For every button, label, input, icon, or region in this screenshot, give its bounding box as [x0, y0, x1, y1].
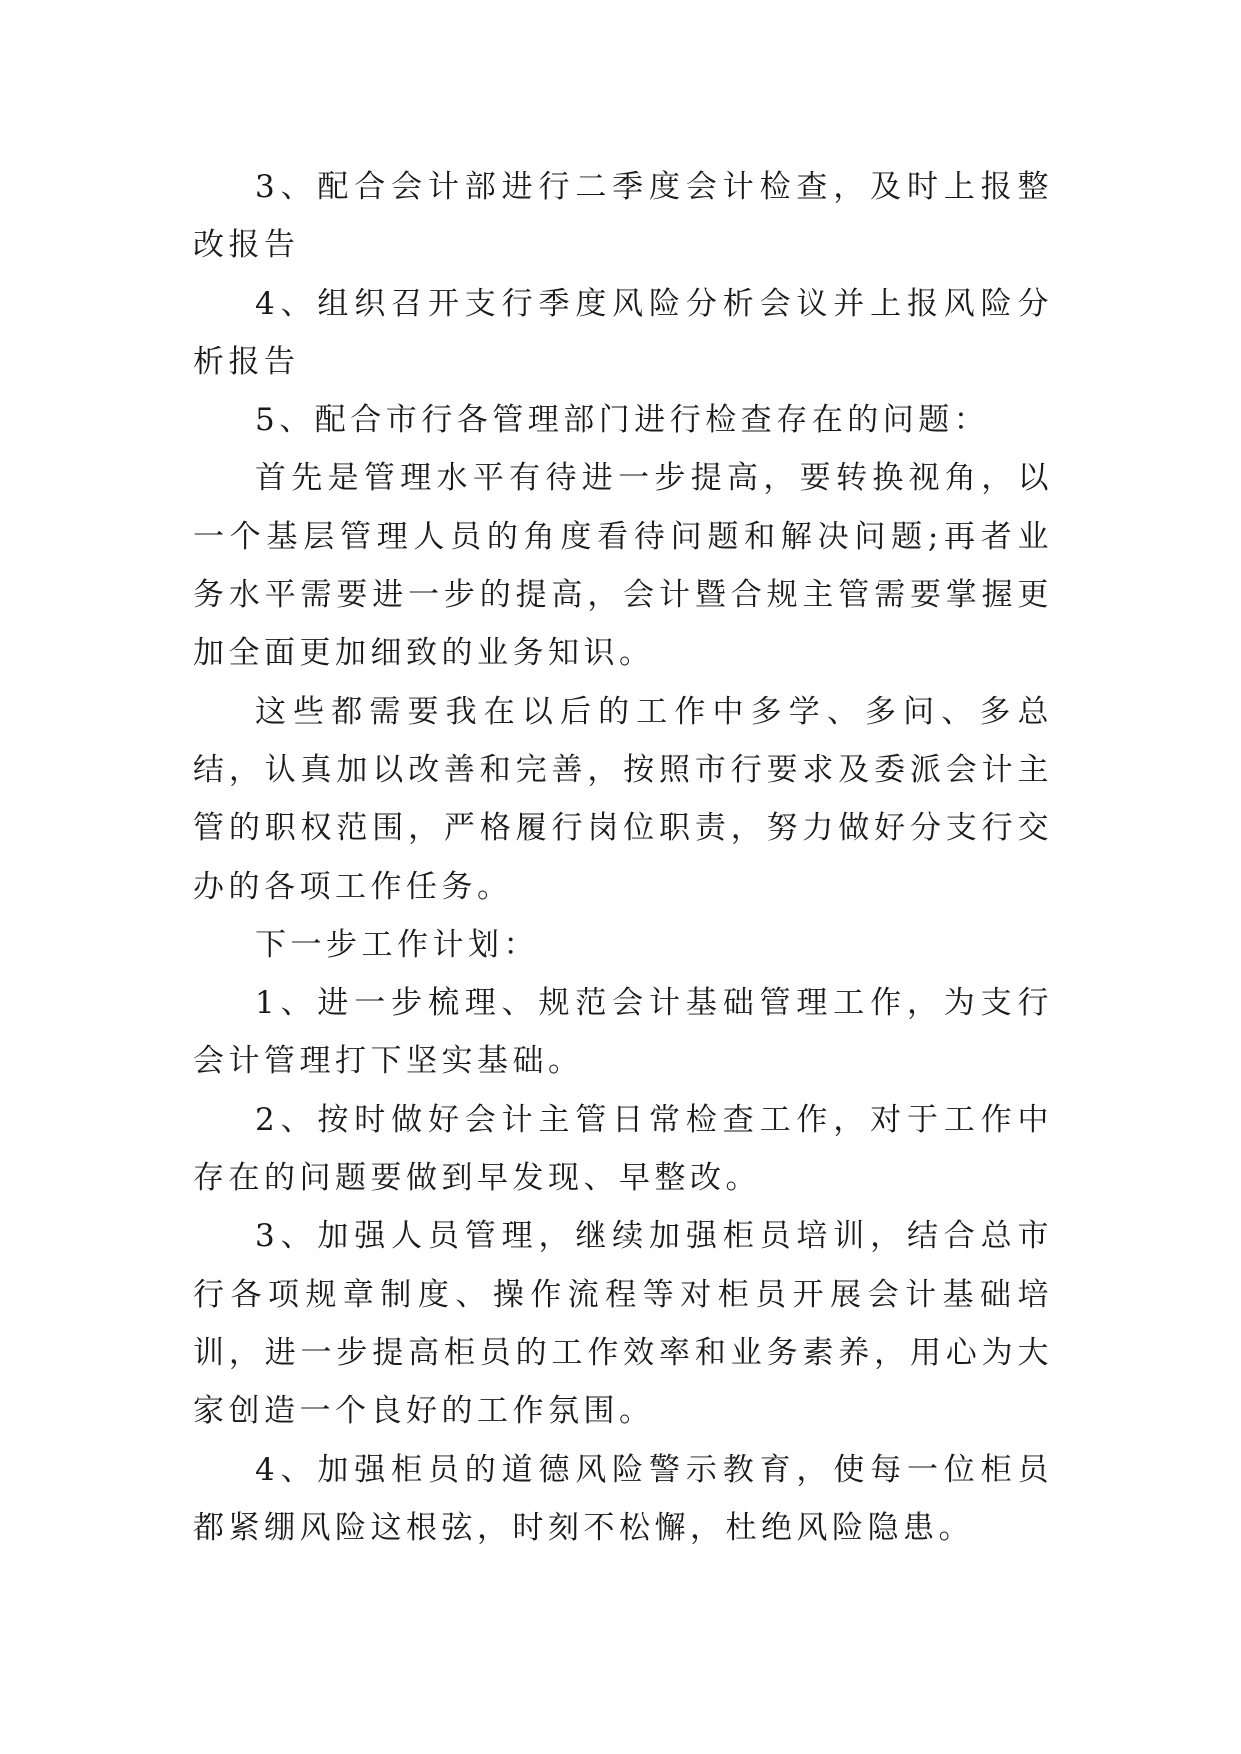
paragraph: 2、按时做好会计主管日常检查工作，对于工作中存在的问题要做到早发现、早整改。 [193, 1101, 1053, 1197]
paragraph: 这些都需要我在以后的工作中多学、多问、多总结，认真加以改善和完善，按照市行要求及委派会计主管的职权范围，严格履行岗位职责，努力做好分支行交办的各项工作任务。 [193, 693, 1053, 905]
paragraph: 3、加强人员管理，继续加强柜员培训，结合总市行各项规章制度、操作流程等对柜员开展会计基础培训，进一步提高柜员的工作效率和业务素养，用心为大家创造一个良好的工作氛围。 [193, 1218, 1053, 1430]
paragraph: 3、配合会计部进行二季度会计检查，及时上报整改报告 [193, 169, 1053, 264]
paragraph: 首先是管理水平有待进一步提高，要转换视角，以一个基层管理人员的角度看待问题和解决问题;再者业务水平需要进一步的提高，会计暨合规主管需要掌握更加全面更加细致的业务知识。 [193, 460, 1053, 672]
paragraph: 5、配合市行各管理部门进行检查存在的问题： [255, 402, 990, 439]
paragraph: 1、进一步梳理、规范会计基础管理工作，为支行会计管理打下坚实基础。 [193, 985, 1053, 1080]
paragraph: 4、组织召开支行季度风险分析会议并上报风险分析报告 [193, 285, 1053, 380]
document-body [193, 158, 1053, 1557]
paragraph: 4、加强柜员的道德风险警示教育，使每一位柜员都紧绷风险这根弦，时刻不松懈，杜绝风险隐患。 [193, 1451, 1053, 1546]
paragraph: 下一步工作计划： [255, 926, 539, 963]
